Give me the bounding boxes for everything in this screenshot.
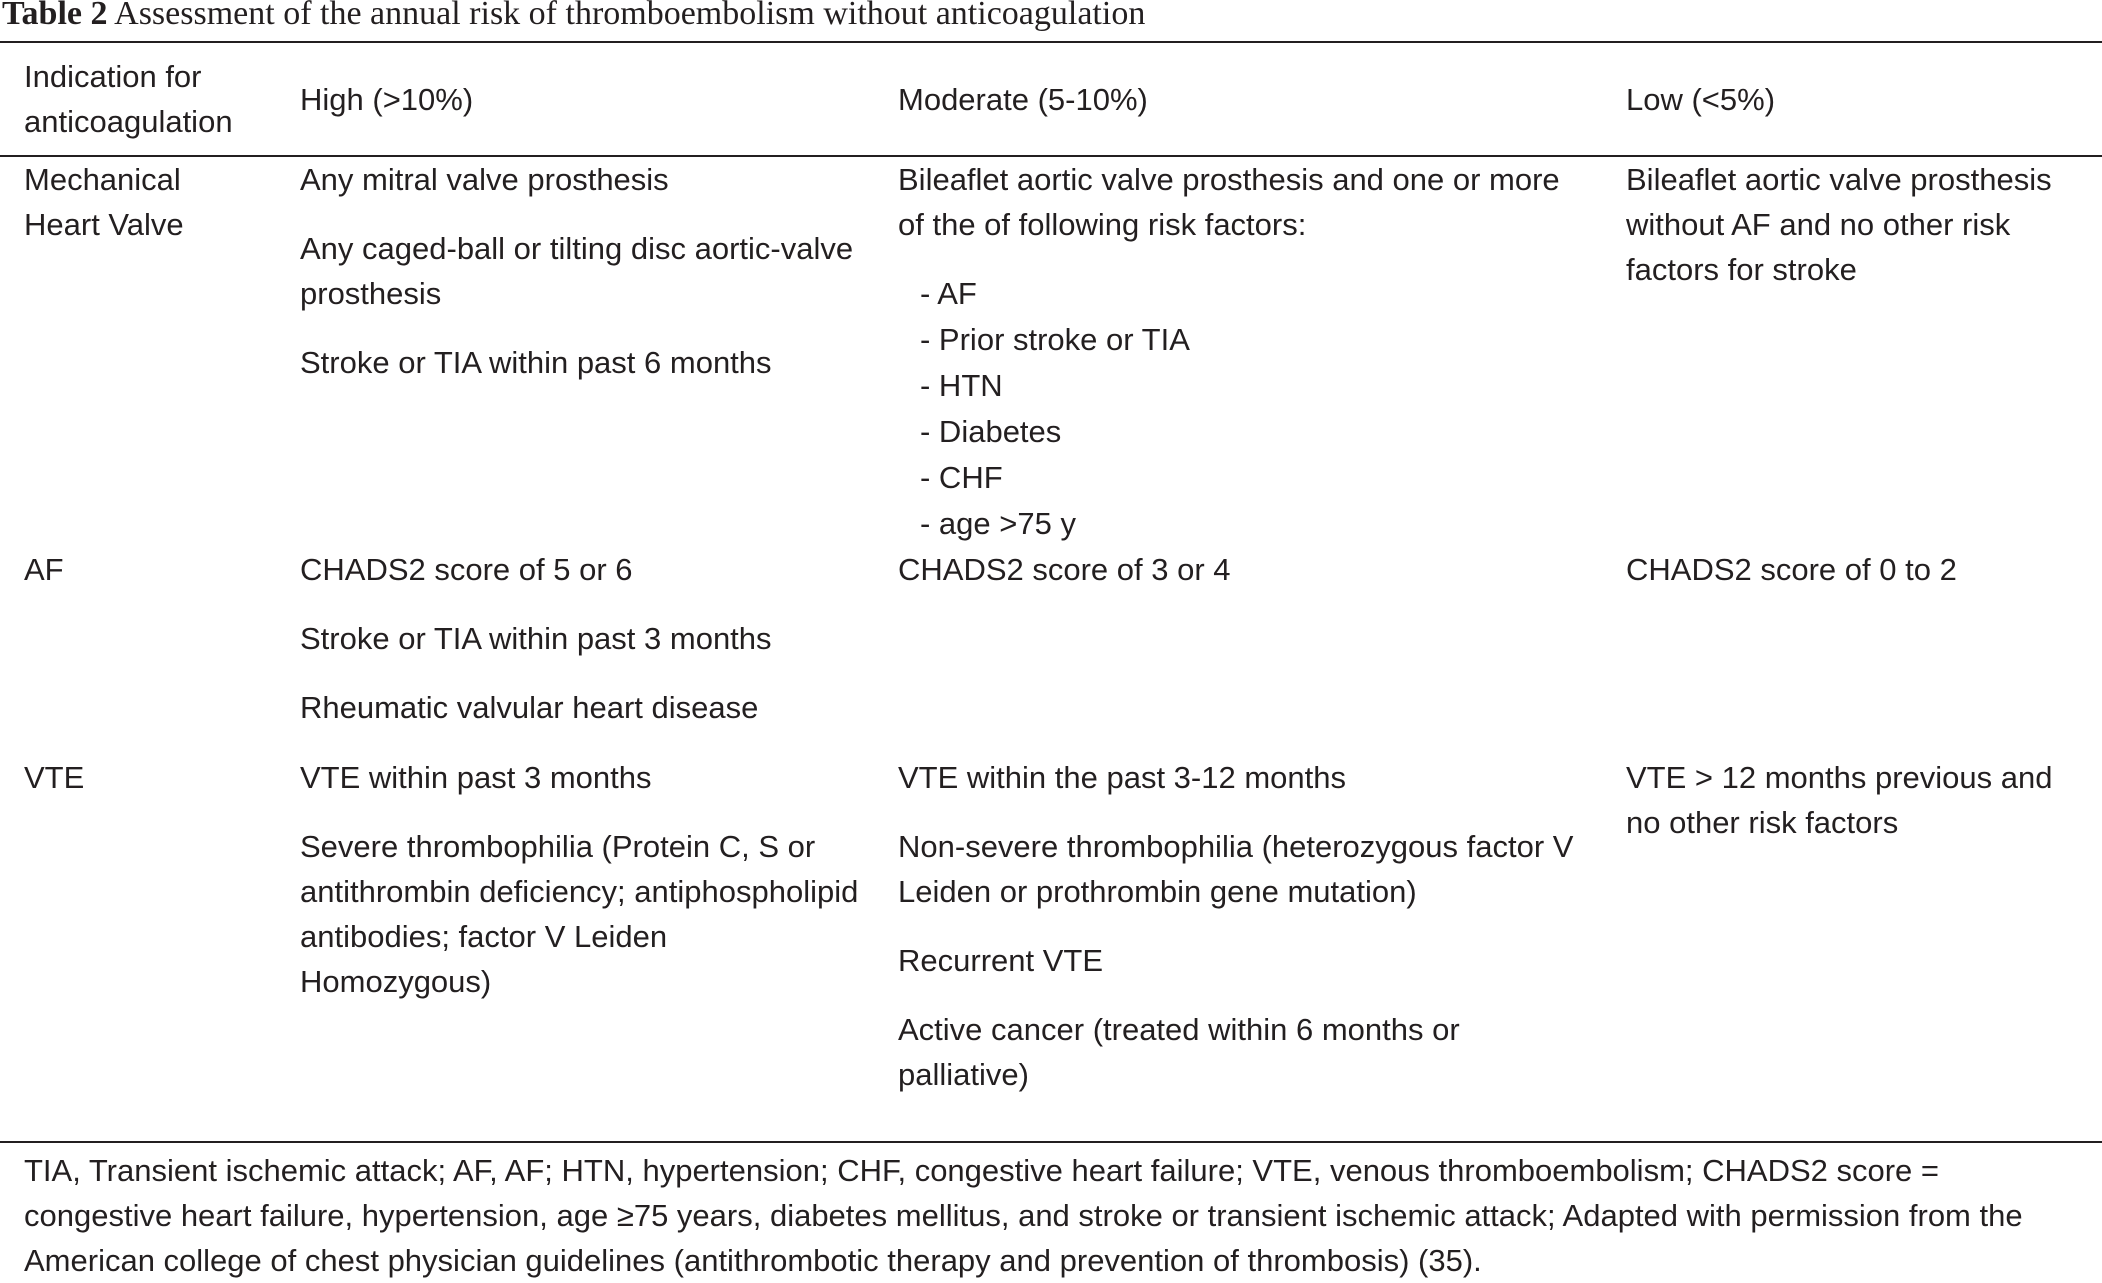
- caption-text: Assessment of the annual risk of thromboembolism without anticoagulation: [107, 0, 1146, 32]
- cell-low: [1626, 547, 2102, 755]
- cell-high: [300, 755, 898, 1097]
- risk-factor-list: [898, 271, 1586, 547]
- header-high: High (>10%): [300, 81, 474, 117]
- cell-high: [300, 157, 898, 547]
- cell-item: Rheumatic valvular heart disease: [300, 690, 759, 725]
- cell-item: Stroke or TIA within past 3 months: [300, 621, 772, 656]
- header-indication: Indication for anticoagulation: [24, 59, 233, 139]
- list-item: - age >75 y: [920, 506, 1076, 541]
- cell-item: Recurrent VTE: [898, 943, 1104, 978]
- cell-item: Bileaflet aortic valve prosthesis and one or more of the of following risk factors:: [898, 162, 1560, 242]
- cell-item: Severe thrombophilia (Protein C, S or antithrombin deficiency; antiphospholipid antibodies; factor V Leiden Homozygous): [300, 829, 859, 999]
- table-footnote: TIA, Transient ischemic attack; AF, AF; HTN, hypertension; CHF, congestive heart failure; VTE, venous thromboembolism; CHADS2 score = congestive heart failure, hypertension, age ≥75 years, diabetes mellitus, and stroke or transient ischemic attack; Adapted with permission from the American college of chest physician guidelines (antithrombotic therapy and prevention of thrombosis) (35).: [24, 1153, 2023, 1278]
- caption-label: Table 2: [2, 0, 108, 32]
- cell-low: [1626, 157, 2102, 547]
- table-header-row: [0, 43, 2102, 157]
- cell-indication: VTE: [24, 760, 85, 795]
- cell-item: Any mitral valve prosthesis: [300, 162, 669, 197]
- cell-high: [300, 547, 898, 755]
- table-row-vte: [0, 755, 2102, 1097]
- cell-item: VTE within the past 3-12 months: [898, 760, 1347, 795]
- cell-item: Any caged-ball or tilting disc aortic-valve prosthesis: [300, 231, 854, 311]
- risk-table: [0, 43, 2102, 1097]
- cell-low: [1626, 755, 2102, 1097]
- cell-item: CHADS2 score of 0 to 2: [1626, 552, 1957, 587]
- table-caption: [2, 0, 1145, 34]
- cell-item: CHADS2 score of 3 or 4: [898, 552, 1231, 587]
- list-item: - Diabetes: [920, 414, 1062, 449]
- table-row-af: [0, 547, 2102, 755]
- cell-moderate: [898, 755, 1626, 1097]
- cell-indication: Mechanical Heart Valve: [24, 162, 184, 242]
- list-item: - Prior stroke or TIA: [920, 322, 1190, 357]
- cell-item: VTE within past 3 months: [300, 760, 652, 795]
- list-item: - HTN: [920, 368, 1003, 403]
- list-item: - AF: [920, 276, 977, 311]
- cell-moderate: [898, 547, 1626, 755]
- cell-item: VTE > 12 months previous and no other risk factors: [1626, 760, 2053, 840]
- cell-moderate: [898, 157, 1626, 547]
- table-row-mechanical-heart-valve: [0, 157, 2102, 547]
- cell-item: Active cancer (treated within 6 months or palliative): [898, 1012, 1460, 1092]
- table-bottom-rule: [0, 1141, 2102, 1143]
- header-low: Low (<5%): [1626, 81, 1776, 117]
- cell-item: Stroke or TIA within past 6 months: [300, 345, 772, 380]
- list-item: - CHF: [920, 460, 1003, 495]
- cell-item: Non-severe thrombophilia (heterozygous factor V Leiden or prothrombin gene mutation): [898, 829, 1574, 909]
- header-moderate: Moderate (5-10%): [898, 81, 1148, 117]
- cell-item: CHADS2 score of 5 or 6: [300, 552, 633, 587]
- cell-indication: AF: [24, 552, 64, 587]
- cell-item: Bileaflet aortic valve prosthesis without AF and no other risk factors for stroke: [1626, 162, 2052, 287]
